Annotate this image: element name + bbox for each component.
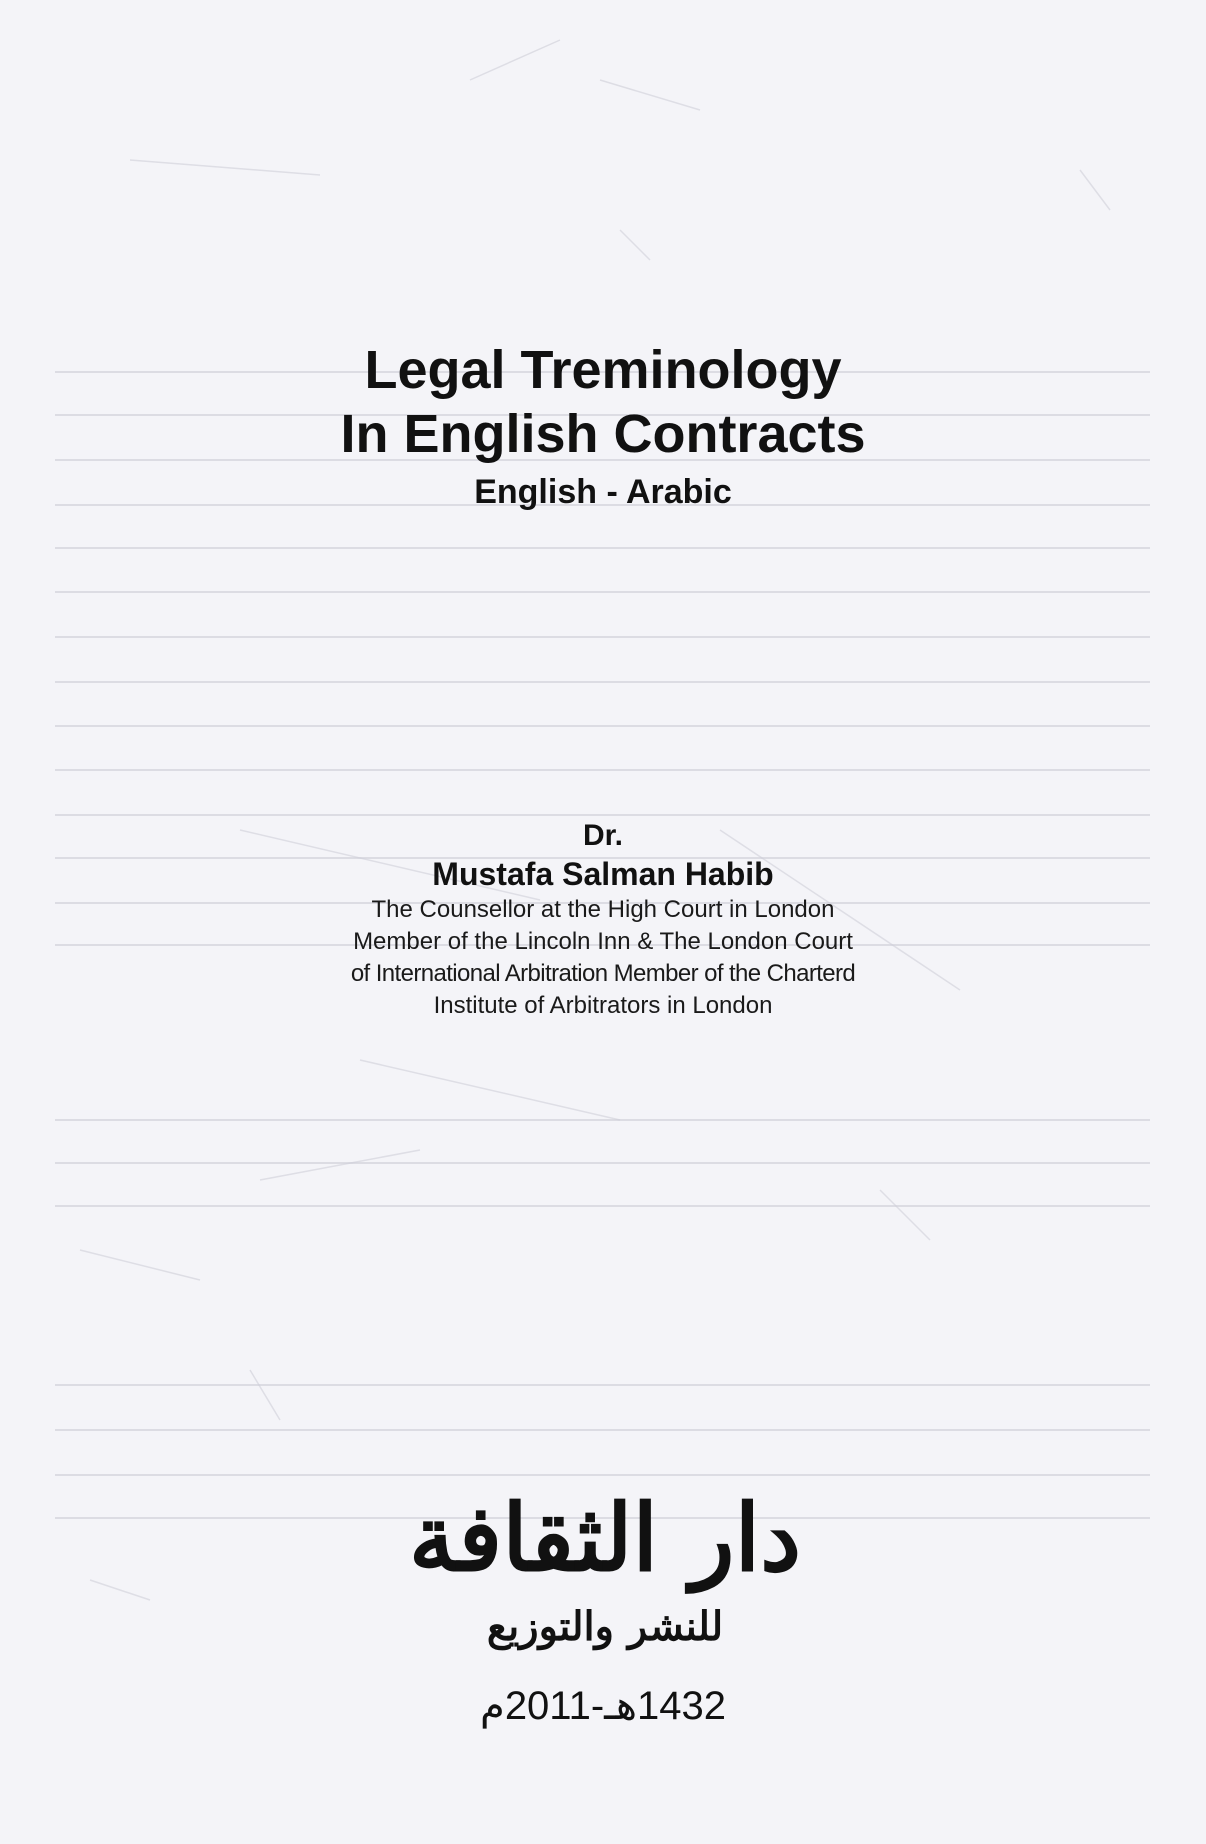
author-bio-line-2: Member of the Lincoln Inn & The London Court xyxy=(353,928,853,955)
author-bio-line-4: Institute of Arbitrators in London xyxy=(433,992,773,1019)
publisher-name-ar: دار الثقافة xyxy=(408,1484,802,1592)
author-prefix: Dr. xyxy=(582,819,624,852)
subtitle: English - Arabic xyxy=(474,473,732,511)
author-bio-line-1: The Counsellor at the High Court in London xyxy=(371,896,835,923)
title-line-2: In English Contracts xyxy=(340,404,866,464)
author-block xyxy=(0,818,1206,1022)
author-bio-line-3: of International Arbitration Member of the Charterd xyxy=(350,960,856,987)
publication-year: 1432هـ-2011م xyxy=(480,1684,726,1728)
publisher-logo-icon xyxy=(408,1460,802,1660)
title-block xyxy=(0,338,1206,512)
title-line-1: Legal Treminology xyxy=(364,340,842,400)
author-name: Mustafa Salman Habib xyxy=(432,856,774,892)
publisher-tagline-ar: للنشر والتوزيع xyxy=(486,1603,724,1650)
